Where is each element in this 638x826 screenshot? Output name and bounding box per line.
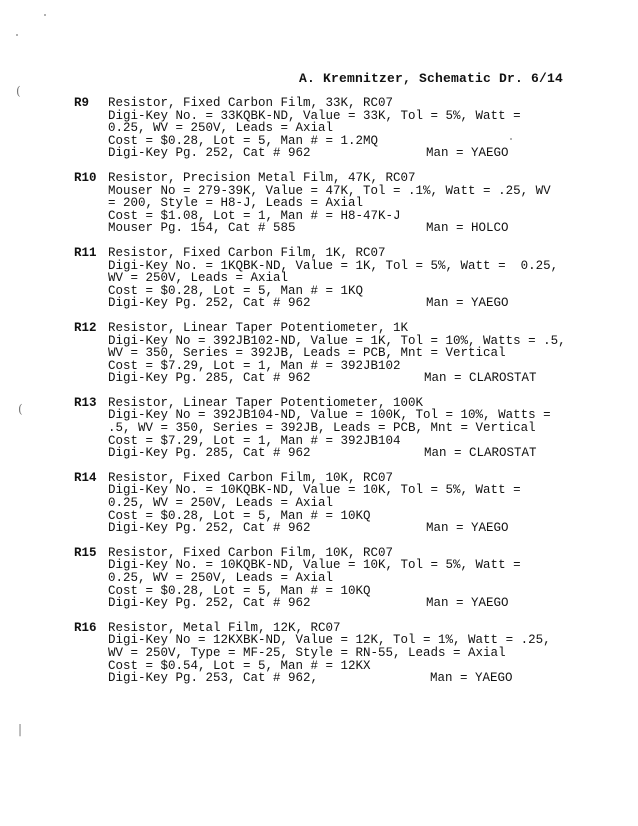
part-spec-line: 0.25, WV = 250V, Leads = Axial	[108, 496, 334, 511]
manufacturer: Man = YAEGO	[426, 521, 509, 536]
part-spec-line: Digi-Key No. = 10KQBK-ND, Value = 10K, Tol = 5%, Watt =	[108, 558, 521, 573]
parts-list	[74, 97, 594, 697]
manufacturer: Man = CLAROSTAT	[424, 371, 537, 386]
part-spec-line: Resistor, Fixed Carbon Film, 1K, RC07	[108, 245, 386, 260]
part-spec-line: Digi-Key No = 392JB102-ND, Value = 1K, Tol = 10%, Watts = .5,	[108, 333, 566, 348]
scan-speck	[44, 14, 46, 16]
part-description	[108, 622, 551, 685]
part-spec-line: Resistor, Linear Taper Potentiometer, 100K	[108, 395, 424, 410]
part-spec-line: Resistor, Fixed Carbon Film, 33K, RC07	[108, 96, 394, 110]
manufacturer: Man = YAEGO	[426, 296, 509, 311]
manufacturer: Man = YAEGO	[426, 596, 509, 611]
part-spec-line: Resistor, Precision Metal Film, 47K, RC07	[108, 170, 416, 185]
part-entry	[74, 172, 594, 235]
part-spec-line: Cost = $0.28, Lot = 5, Man # = 10KQ	[108, 508, 371, 523]
part-catalog-line	[108, 672, 551, 685]
part-spec-line: Resistor, Metal Film, 12K, RC07	[108, 620, 341, 635]
part-entry	[74, 322, 594, 385]
part-entry	[74, 247, 594, 310]
manufacturer: Man = YAEGO	[426, 146, 509, 161]
part-spec-line: WV = 350, Series = 392JB, Leads = PCB, Mnt = Vertical	[108, 346, 506, 361]
margin-mark: |	[18, 722, 23, 736]
part-catalog-line	[108, 372, 566, 385]
part-spec-line: Resistor, Linear Taper Potentiometer, 1K	[108, 320, 409, 335]
manufacturer: Man = HOLCO	[426, 221, 509, 236]
part-description	[108, 397, 551, 460]
part-catalog-line	[108, 147, 521, 160]
part-spec-line: Cost = $0.28, Lot = 5, Man # = 10KQ	[108, 583, 371, 598]
part-catalog-line	[108, 522, 521, 535]
part-spec-line: WV = 250V, Leads = Axial	[108, 271, 289, 286]
part-description	[108, 97, 521, 160]
part-spec-line: Cost = $7.29, Lot = 1, Man # = 392JB104	[108, 433, 401, 448]
part-spec-line: Resistor, Fixed Carbon Film, 10K, RC07	[108, 545, 394, 560]
part-spec-line: Digi-Key No = 392JB104-ND, Value = 100K, Tol = 10%, Watts =	[108, 408, 551, 423]
catalog-ref: Mouser Pg. 154, Cat # 585	[108, 221, 296, 236]
part-entry	[74, 397, 594, 460]
catalog-ref: Digi-Key Pg. 252, Cat # 962	[108, 521, 311, 536]
part-spec-line: WV = 250V, Type = MF-25, Style = RN-55, Leads = Axial	[108, 645, 506, 660]
margin-mark: (	[16, 84, 21, 98]
part-catalog-line	[108, 222, 551, 235]
part-entry	[74, 97, 594, 160]
part-spec-line: Cost = $0.28, Lot = 5, Man # = 1KQ	[108, 283, 364, 298]
part-designator: R9	[74, 96, 90, 110]
margin-mark: (	[18, 402, 23, 416]
part-designator: R11	[74, 245, 97, 260]
part-description	[108, 547, 521, 610]
manufacturer: Man = CLAROSTAT	[424, 446, 537, 461]
catalog-ref: Digi-Key Pg. 252, Cat # 962	[108, 146, 311, 161]
part-spec-line: Digi-Key No = 12KXBK-ND, Value = 12K, Tol = 1%, Watt = .25,	[108, 633, 551, 648]
part-spec-line: Mouser No = 279-39K, Value = 47K, Tol = .1%, Watt = .25, WV	[108, 183, 551, 198]
part-spec-line: Digi-Key No. = 33KQBK-ND, Value = 33K, Tol = 5%, Watt =	[108, 108, 521, 123]
part-entry	[74, 547, 594, 610]
part-spec-line: Cost = $7.29, Lot = 1, Man # = 392JB102	[108, 358, 401, 373]
page-title: A. Kremnitzer, Schematic Dr. 6/14	[299, 71, 564, 86]
part-spec-line: Cost = $1.08, Lot = 1, Man # = H8-47K-J	[108, 208, 401, 223]
part-entry	[74, 622, 594, 685]
part-entry	[74, 472, 594, 535]
part-spec-line: = 200, Style = H8-J, Leads = Axial	[108, 196, 364, 211]
part-description	[108, 472, 521, 535]
catalog-ref: Digi-Key Pg. 252, Cat # 962	[108, 596, 311, 611]
part-description	[108, 247, 558, 310]
manufacturer: Man = YAEGO	[430, 671, 513, 686]
part-spec-line: Digi-Key No. = 10KQBK-ND, Value = 10K, Tol = 5%, Watt =	[108, 483, 521, 498]
part-spec-line: 0.25, WV = 250V, Leads = Axial	[108, 121, 334, 136]
part-spec-line: Cost = $0.54, Lot = 5, Man # = 12KX	[108, 658, 371, 673]
part-spec-line: .5, WV = 350, Series = 392JB, Leads = PCB, Mnt = Vertical	[108, 421, 536, 436]
part-designator: R14	[74, 470, 97, 485]
catalog-ref: Digi-Key Pg. 252, Cat # 962	[108, 296, 311, 311]
part-designator: R10	[74, 170, 97, 185]
part-designator: R15	[74, 545, 97, 560]
part-catalog-line	[108, 297, 558, 310]
part-designator: R16	[74, 620, 97, 635]
catalog-ref: Digi-Key Pg. 285, Cat # 962	[108, 371, 311, 386]
catalog-ref: Digi-Key Pg. 285, Cat # 962	[108, 446, 311, 461]
part-designator: R13	[74, 395, 97, 410]
part-spec-line: 0.25, WV = 250V, Leads = Axial	[108, 571, 334, 585]
scan-speck	[16, 34, 18, 36]
part-catalog-line	[108, 597, 521, 610]
part-catalog-line	[108, 447, 551, 460]
part-description	[108, 172, 551, 235]
part-designator: R12	[74, 320, 97, 335]
part-spec-line: Digi-Key No. = 1KQBK-ND, Value = 1K, Tol = 5%, Watt = 0.25,	[108, 258, 559, 273]
part-spec-line: Resistor, Fixed Carbon Film, 10K, RC07	[108, 470, 394, 485]
part-spec-line: Cost = $0.28, Lot = 5, Man # = 1.2MQ	[108, 133, 379, 148]
catalog-ref: Digi-Key Pg. 253, Cat # 962,	[108, 671, 319, 686]
part-description	[108, 322, 566, 385]
